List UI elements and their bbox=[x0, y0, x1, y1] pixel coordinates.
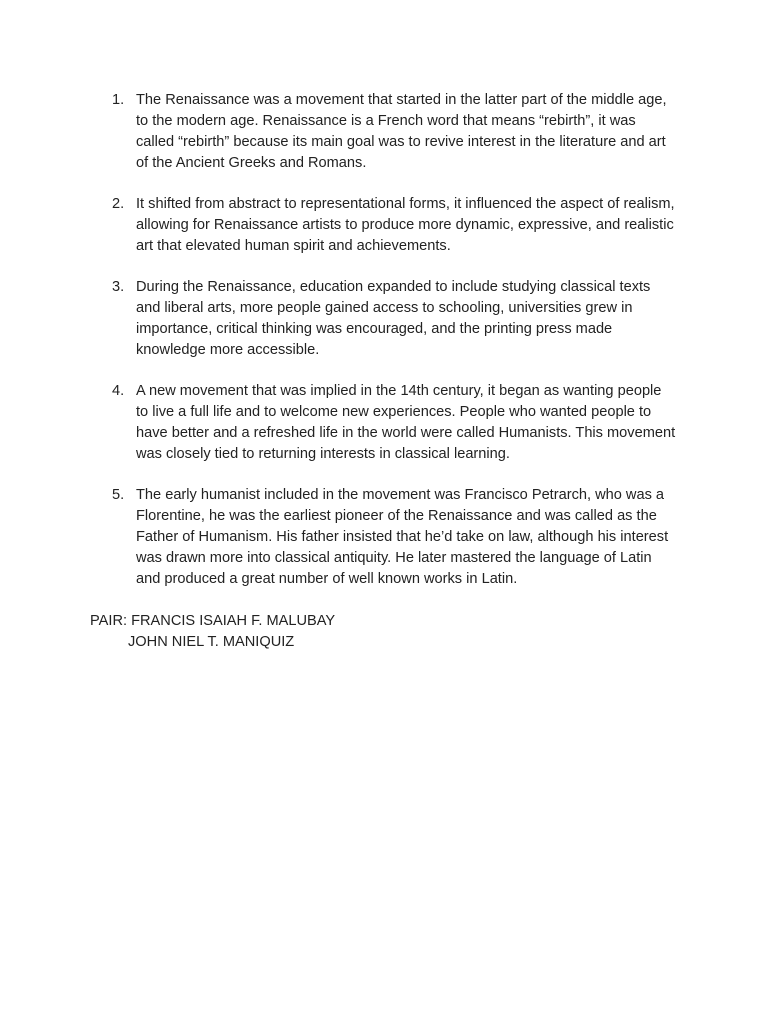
pair-line-2: JOHN NIEL T. MANIQUIZ bbox=[128, 634, 295, 650]
list-item-number: 5. bbox=[112, 487, 125, 503]
list-item-text: It shifted from abstract to representational forms, it influenced the aspect of realism, allowing for Renaissance artists to produce more dynamic, expressive, and realistic art that elevated human spirit and achievements. bbox=[136, 196, 675, 254]
list-item bbox=[112, 277, 677, 361]
list-item bbox=[112, 194, 677, 257]
list-item bbox=[112, 90, 677, 174]
list-item-text: A new movement that was implied in the 14th century, it began as wanting people to live a full life and to welcome new experiences. People who wanted people to have better and a refreshed life in the world were called Humanists. This movement was closely tied to returning interests in classical learning. bbox=[136, 383, 676, 462]
list-item-text: The early humanist included in the movement was Francisco Petrarch, who was a Florentine, he was the earliest pioneer of the Renaissance and was called as the Father of Humanism. His father insisted that he’d take on law, although his interest was drawn more into classical antiquity. He later mastered the language of Latin and produced a great number of well known works in Latin. bbox=[136, 487, 669, 587]
list-item-number: 2. bbox=[112, 196, 125, 212]
list-item-number: 1. bbox=[112, 92, 125, 108]
list-item bbox=[112, 485, 677, 590]
list-item-number: 4. bbox=[112, 383, 125, 399]
numbered-list bbox=[112, 90, 677, 610]
list-item bbox=[112, 381, 677, 465]
pair-line-1: PAIR: FRANCIS ISAIAH F. MALUBAY bbox=[90, 613, 336, 629]
pair-names bbox=[90, 611, 335, 653]
list-item-number: 3. bbox=[112, 279, 125, 295]
list-item-text: During the Renaissance, education expanded to include studying classical texts and liberal arts, more people gained access to schooling, universities grew in importance, critical thinking was encouraged, and the printing press made knowledge more accessible. bbox=[136, 279, 651, 358]
list-item-text: The Renaissance was a movement that started in the latter part of the middle age, to the modern age. Renaissance is a French word that means “rebirth”, it was called “rebirth” because its main goal was to revive interest in the literature and art of the Ancient Greeks and Romans. bbox=[136, 92, 667, 171]
